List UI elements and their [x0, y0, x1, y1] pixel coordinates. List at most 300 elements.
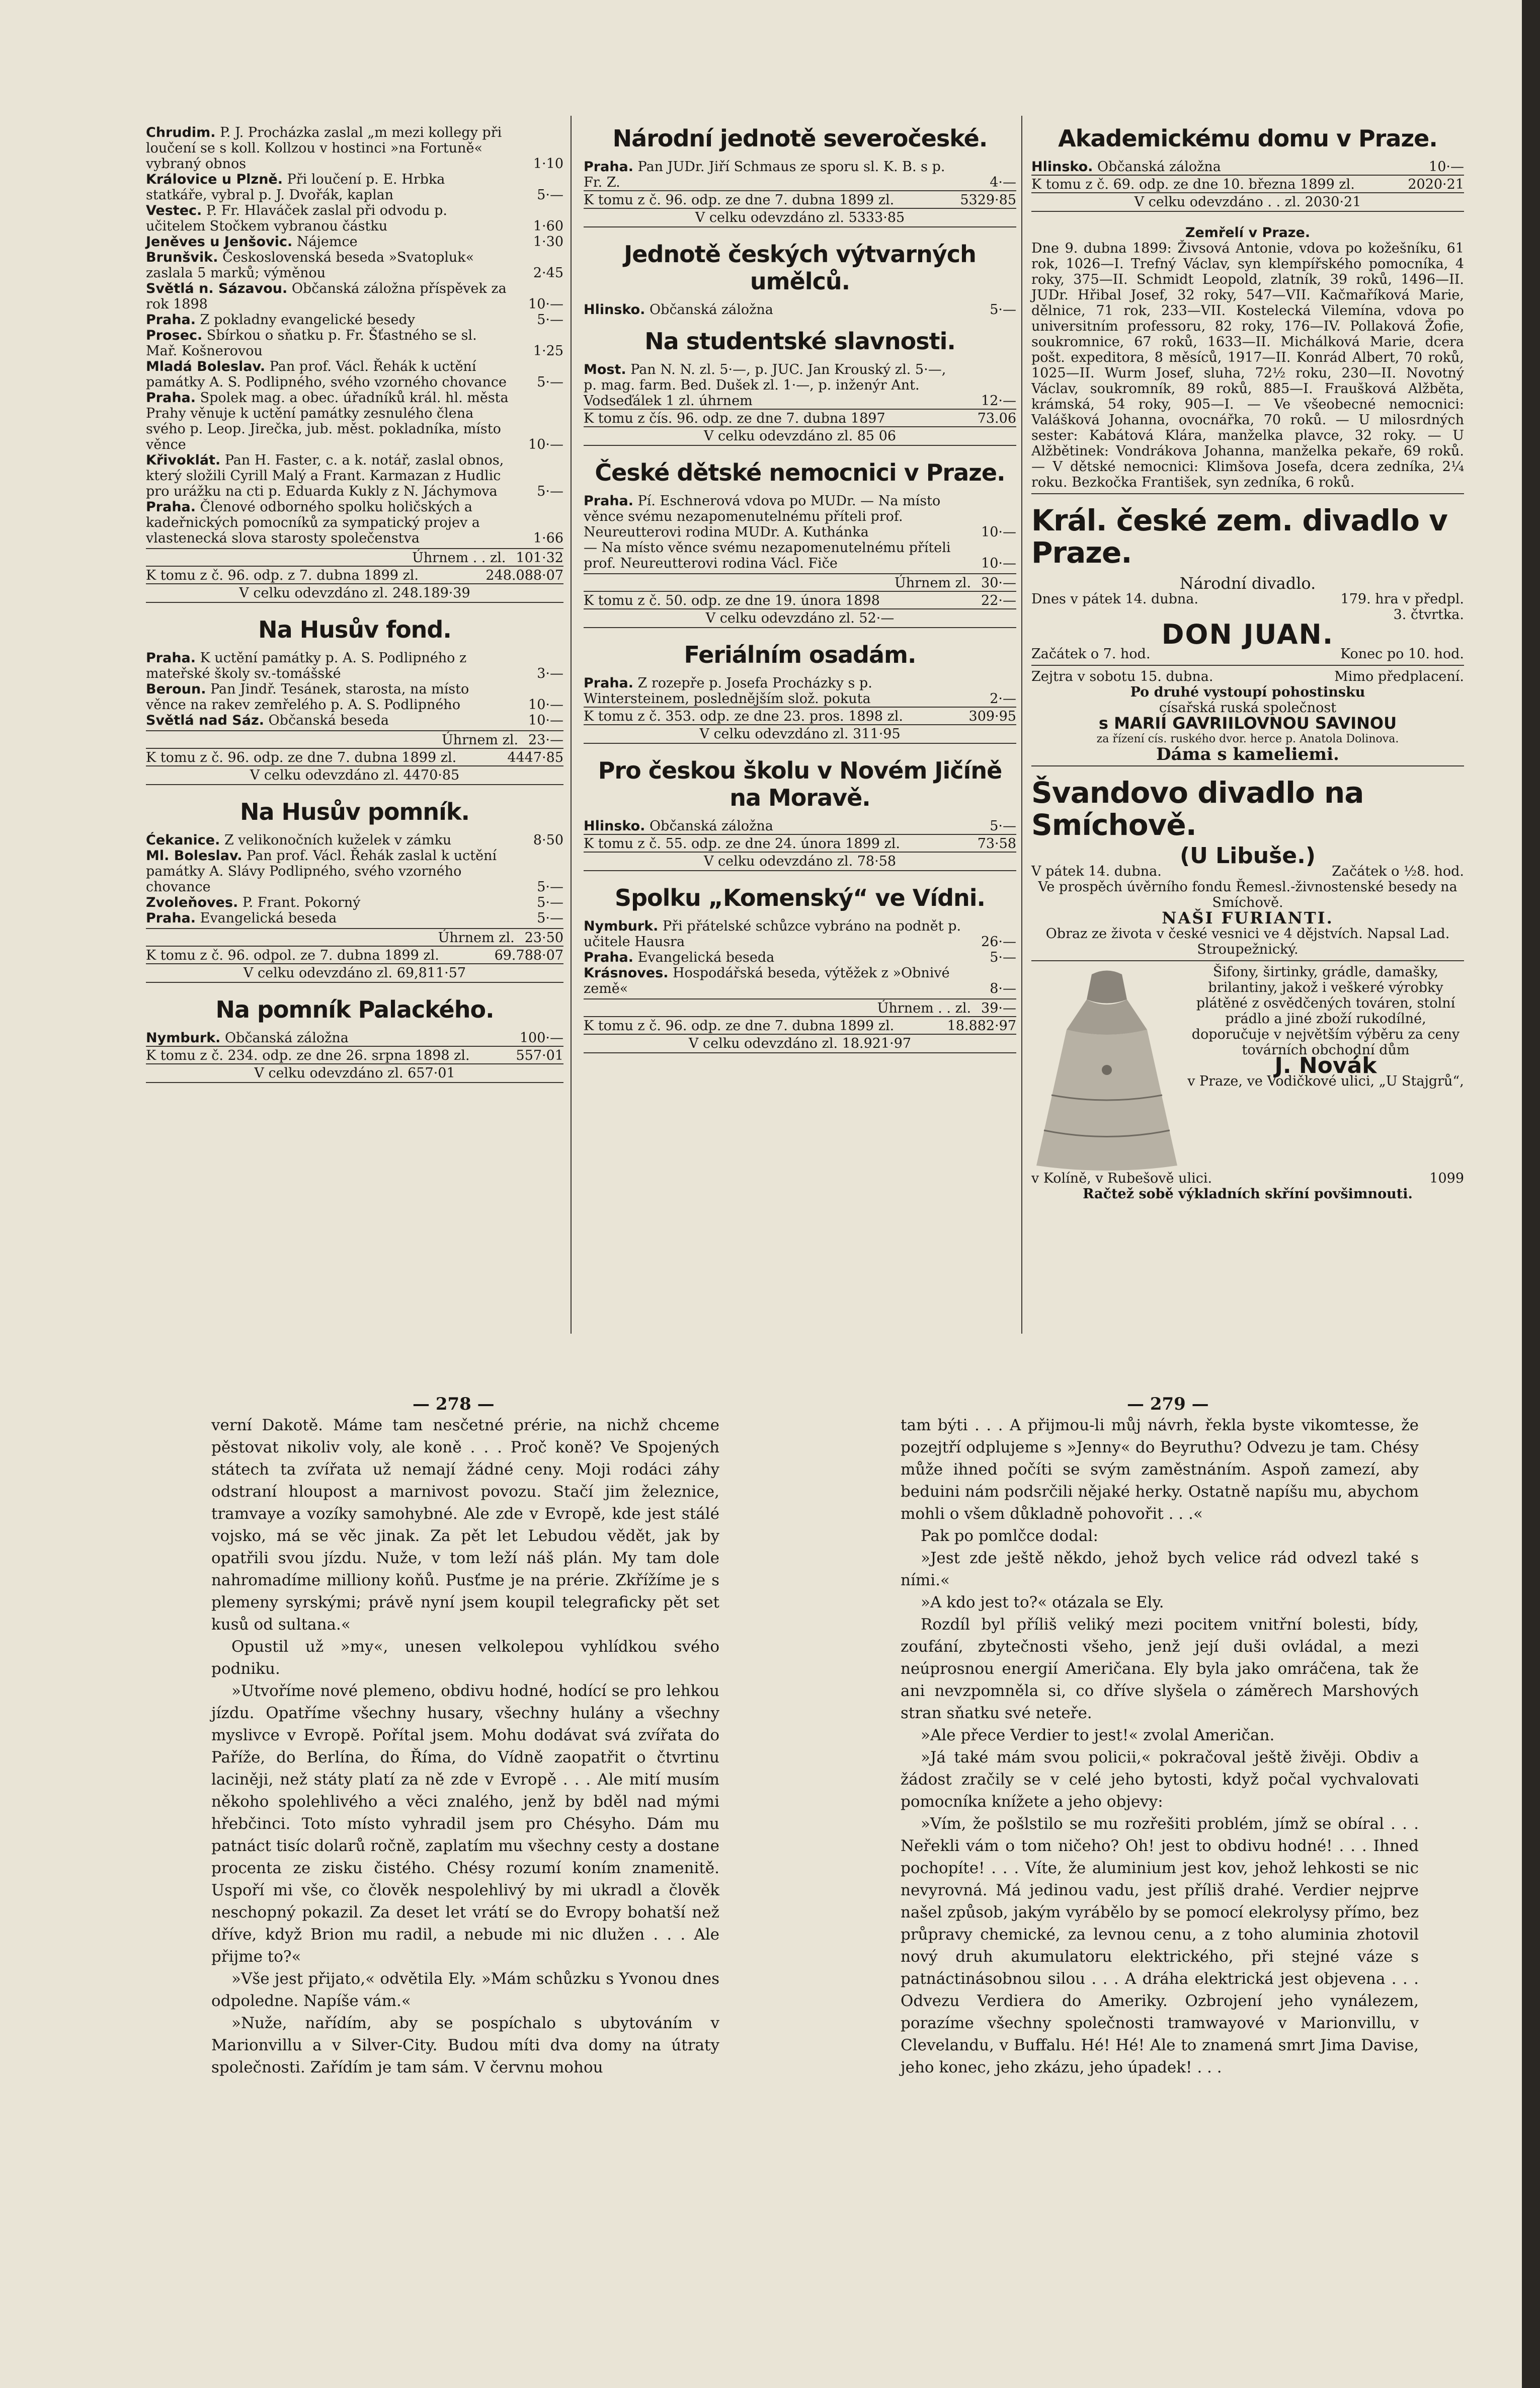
entry-description: Pí. Eschnerová vdova po MUDr. — Na místo věnce svému nezapomenutelnému příteli prof. Neureutterovi rodina MUDr. A. Kuthánka: [584, 493, 941, 540]
grand-label: V celku odevzdáno zl.: [239, 585, 388, 601]
grand-row: [584, 608, 1016, 628]
section-akademicky: [1031, 125, 1464, 212]
prev-value: 4447·85: [507, 750, 563, 765]
entry-description: Evangelická beseda: [637, 950, 775, 965]
entry-text: [584, 675, 963, 707]
prev-label: K tomu z č. 96. odpol. ze 7. dubna 1899 zl.: [146, 948, 439, 963]
donation-entry: [146, 713, 563, 728]
story-paragraph: »Já také mám svou policii,« pokračoval ještě živěji. Obdiv a žádost zračily se v celé jeho bytosti, když počal vychvalovati pomocníka knížete a jeho objevy:: [901, 1748, 1419, 1811]
svandovo-play: NAŠI FURIANTI.: [1162, 908, 1334, 928]
prev-row: [146, 566, 563, 583]
entry-amount: 5·—: [537, 312, 563, 328]
grand-value: 2030·21: [1305, 194, 1361, 210]
prev-row: [584, 1016, 1016, 1034]
entry-place: Brunšvik.: [146, 250, 218, 265]
entry-text: [584, 540, 963, 571]
total-row: [584, 998, 1016, 1016]
donation-entry: [146, 848, 563, 895]
prev-label: K tomu z č. 96. odp. z 7. dubna 1899 zl.: [146, 568, 419, 583]
story-paragraph: »Nuže, nařídím, aby se pospíchalo s ubytováním v Marionvillu a v Silver-City. Budou míti dva domy na útraty společnosti. Zařídím je tam sám. V červnu mohou: [211, 2014, 719, 2076]
entry-amount: 12·—: [981, 393, 1016, 409]
total-row: [584, 573, 1016, 591]
entry-place: Praha.: [146, 499, 196, 515]
entry-place: Nymburk.: [146, 1030, 221, 1046]
entry-text: [146, 250, 510, 281]
prev-value: 73·58: [977, 836, 1016, 852]
prev-label: K tomu z č. 50. odp. ze dne 19. února 1898: [584, 593, 880, 608]
donation-entry: [1031, 159, 1464, 175]
theatre-date: Dnes v pátek 14. dubna.: [1031, 591, 1198, 607]
story-paragraph: »Ale přece Verdier to jest!« zvolal Američan.: [921, 1726, 1275, 1744]
grand-row: [1031, 192, 1464, 212]
entry-description: Členové odborného spolku holičských a kadeřnických pomocníků za sympatický projev a vlastenecká slova starosty společenstva: [146, 499, 480, 546]
donation-list-1: [146, 125, 563, 546]
entry-amount: 10·—: [528, 697, 563, 713]
donation-entry: [146, 234, 563, 250]
section-entries: [146, 650, 563, 728]
donation-entry: [146, 650, 563, 681]
grand-label: V celku odevzdáno zl.: [250, 767, 399, 783]
entry-place: Královice u Plzně.: [146, 172, 283, 187]
section-title: Na studentské slavnosti.: [644, 328, 955, 355]
prev-label: K tomu z č. 96. odp. ze dne 7. dubna 1899 zl.: [146, 750, 457, 765]
donation-entry: [146, 499, 563, 546]
grand-value: 311·95: [853, 726, 901, 742]
entry-text: [146, 234, 510, 250]
entry-amount: 5·—: [537, 374, 563, 390]
theatre-play: DON JUAN.: [1161, 619, 1334, 650]
entry-amount: 1·66: [533, 530, 563, 546]
novak-address: v Praze, ve Vodičkové ulici, „U Stajgrů“,: [1187, 1073, 1464, 1089]
entry-description: Pan N. N. zl. 5·—, p. JUC. Jan Krouský zl. 5·—, p. mag. farm. Bed. Dušek zl. 1·—, p. inženýr Ant. Vodseďálek 1 zl. úhrnem: [584, 362, 946, 409]
total-value: 101·32: [516, 550, 563, 566]
grand-value: 248.189·39: [392, 585, 470, 601]
donation-entry: [584, 950, 1016, 965]
entry-description: Občanská záložna: [650, 818, 773, 834]
donation-entry: [146, 681, 563, 713]
entry-amount: 10·—: [528, 713, 563, 728]
entry-text: [146, 681, 510, 713]
entry-text: [146, 281, 510, 312]
entry-place: Praha.: [584, 493, 634, 509]
guest-star: s MARIÍ GAVRIILOVNOU SAVINOU: [1098, 714, 1397, 733]
entry-text: [146, 910, 510, 926]
prev-label: K tomu z č. 96. odp. ze dne 7. dubna 1899 zl.: [584, 192, 895, 208]
section-title: Pro českou školu v Novém Jičíně na Moravě.: [598, 757, 1002, 811]
total-row: [146, 928, 563, 946]
donation-entry: [584, 918, 1016, 950]
prev-value: 22·—: [981, 593, 1016, 608]
section-title: Národní jednotě severočeské.: [612, 125, 988, 152]
grand-value: 4470·85: [403, 767, 460, 783]
guest-company: císařská ruská společnost: [1159, 700, 1337, 716]
grand-row: [146, 765, 563, 785]
grand-row: [584, 426, 1016, 446]
donation-entry: [584, 159, 1016, 190]
theatre-next: [1031, 669, 1464, 684]
entry-amount: 5·—: [537, 895, 563, 910]
section-vytvarni: [584, 241, 1016, 318]
story-paragraph: »A kdo jest to?« otázala se Ely.: [921, 1593, 1164, 1611]
prev-label: K tomu z č. 353. odp. ze dne 23. pros. 1898 zl.: [584, 709, 903, 724]
section-entries: [1031, 159, 1464, 175]
binding-edge: [1522, 0, 1540, 2388]
prev-row: [1031, 175, 1464, 192]
entry-amount: 1·60: [533, 218, 563, 234]
entry-text: [146, 328, 510, 359]
entry-amount: 3·—: [537, 666, 563, 681]
donation-entry: [146, 1030, 563, 1046]
section-entries: [146, 832, 563, 926]
prev-label: K tomu z č. 96. odp. ze dne 7. dubna 1899 zl.: [584, 1018, 895, 1034]
theatre-title: Král. české zem. divadlo v Praze.: [1031, 503, 1447, 570]
section-title: Na Husův pomník.: [240, 798, 469, 825]
entry-description: Pan prof. Václ. Řehák zaslal k uctění památky A. Slávy Podlipného, svého vzorného chovance: [146, 848, 497, 895]
entry-place: Praha.: [146, 910, 196, 926]
story-left: [211, 1414, 719, 2078]
entry-text: [146, 452, 510, 499]
story-paragraph: Opustil už »my«, unesen velkolepou vyhlídkou svého podniku.: [211, 1638, 719, 1678]
total-label: Úhrnem zl.: [442, 732, 519, 748]
theatre-start: Začátek o 7. hod.: [1031, 646, 1151, 662]
novak-footer: Račtež sobě výkladních skříní povšimnouti.: [1083, 1186, 1413, 1202]
theatre-subtitle: Národní divadlo.: [1179, 574, 1316, 593]
entry-description: Občanská záložna: [1097, 159, 1221, 175]
grand-label: V celku odevzdáno zl.: [688, 1036, 838, 1051]
grand-value: 18.921·97: [842, 1036, 912, 1051]
section-entries: [146, 1030, 563, 1046]
entry-place: Praha.: [584, 950, 634, 965]
entry-place: Praha.: [146, 312, 196, 328]
prev-value: 309·95: [968, 709, 1016, 724]
entry-amount: 8·50: [533, 832, 563, 848]
donation-entry: [146, 312, 563, 328]
theatre-next-note: Mimo předplacení.: [1334, 669, 1464, 684]
entry-text: [146, 390, 510, 452]
section-title: České dětské nemocnici v Praze.: [595, 459, 1005, 486]
entry-description: Z velikonočních kuželek v zámku: [224, 832, 452, 848]
entry-amount: 1·25: [533, 343, 563, 359]
entry-description: Spolek mag. a obec. úřadníků král. hl. města Prahy věnuje k uctění památky zesnulého člena svého p. Leop. Jirečka, jub. měst. pokladníka, místo věnce: [146, 390, 509, 452]
dress-illustration-icon: [1031, 964, 1182, 1171]
section-title: Feriálním osadám.: [684, 641, 916, 668]
prev-label: K tomu z č. 234. odp. ze dne 26. srpna 1898 zl.: [146, 1048, 470, 1063]
entry-place: Křivoklát.: [146, 452, 221, 468]
donation-entry: [146, 250, 563, 281]
entry-text: [584, 159, 963, 190]
entry-amount: 26·—: [981, 934, 1016, 950]
grand-row: [146, 963, 563, 983]
story-paragraph: tam býti . . . A přijmou-li můj návrh, řekla byste vikomtesse, že pozejtří odplujeme s »Jenny« do Beyruthu? Odvezu je tam. Chésy může ihned počíti se svým zaměstnáním. Aspoň zamezí, aby beduini nám podsrčili nějaké herky. Ostatně napíšu mu, abychom mohli o všem důkladně pohovořit . . .«: [901, 1416, 1419, 1523]
divider: [1031, 960, 1464, 961]
grand-label: V celku odevzdáno zl.: [243, 965, 393, 981]
section-entries: [584, 302, 1016, 318]
entry-description: Hospodářská beseda, výtěžek z »Obnivé země«: [584, 965, 950, 996]
section-title: Spolku „Komenský“ ve Vídni.: [614, 884, 986, 911]
grand-value: 85 06: [857, 428, 897, 444]
section-entries: [584, 918, 1016, 996]
entry-description: Sbírkou o sňatku p. Fr. Šťastného se sl. Mař. Košnerovou: [146, 328, 477, 359]
donation-entry: [584, 540, 1016, 571]
section-entries: [584, 362, 1016, 409]
donation-entry: [584, 818, 1016, 834]
entry-amount: 5·—: [537, 910, 563, 926]
entry-text: [146, 650, 510, 681]
donation-entry: [146, 125, 563, 172]
prev-label: K tomu z č. 69. odp. ze dne 10. března 1899 zl.: [1031, 177, 1355, 192]
entry-amount: 1·10: [533, 156, 563, 172]
entry-text: [584, 302, 963, 318]
prev-value: 69.788·07: [494, 948, 563, 963]
story-paragraph: Rozdíl byl příliš veliký mezi pocitem vnitřní bolesti, bídy, zoufání, zbytečnosti všeho, jenž její duši ovládal, a mezi neúprosnou energií Američana. Ely byla jako omráčena, tak že ani nevzpomněla si, co dříve slyšela o záměrech Marshových stran sňatku své neteře.: [901, 1615, 1419, 1722]
total-label: Úhrnem . . zl.: [877, 1000, 971, 1016]
donation-entry: [146, 359, 563, 390]
prev-value: 2020·21: [1408, 177, 1464, 192]
column-right: [1031, 115, 1464, 1202]
total-row: [146, 730, 563, 748]
svandovo-title: Švandovo divadlo na Smíchově.: [1031, 776, 1364, 842]
grand-row: [584, 1034, 1016, 1053]
entry-text: [146, 1030, 510, 1046]
guest-play: Dáma s kameliemi.: [1156, 744, 1339, 764]
section-title: Na pomník Palackého.: [215, 996, 494, 1023]
prev-row: [584, 409, 1016, 426]
entry-place: Hlinsko.: [584, 302, 645, 318]
story-paragraph: »Vše jest přijato,« odvětila Ely. »Mám schůzku s Yvonou dnes odpoledne. Napíše vám.«: [211, 1970, 719, 2010]
entry-text: [146, 203, 510, 234]
prev-label: K tomu z čís. 96. odp. ze dne 7. dubna 1897: [584, 411, 885, 426]
prev-row: [584, 834, 1016, 852]
page-number-left: — 278 —: [413, 1394, 495, 1414]
entry-text: [146, 125, 510, 172]
grand-row: [584, 852, 1016, 871]
grand-label: V celku odevzdáno zl.: [254, 1065, 403, 1081]
donation-entry: [584, 302, 1016, 318]
entry-amount: 100·—: [519, 1030, 563, 1046]
entry-text: [584, 950, 963, 965]
total-value: 39·—: [981, 1000, 1016, 1016]
column-divider: [571, 116, 572, 1334]
grand-value: 657·01: [408, 1065, 455, 1081]
entry-text: [584, 362, 963, 409]
column-middle: [584, 115, 1016, 1066]
entry-description: Nájemce: [296, 234, 358, 250]
entry-description: Občanská záložna příspěvek za rok 1898: [146, 281, 507, 312]
entry-place: Nymburk.: [584, 918, 659, 934]
svandovo-subtitle: (U Libuše.): [1180, 843, 1316, 869]
entry-amount: 5·—: [990, 302, 1016, 318]
entry-description: Při přátelské schůzce vybráno na podnět p. učitele Hausra: [584, 918, 961, 950]
novak-text: Šifony, širtinky, grádle, damašky, brilantiny, jakož i veškeré výrobky plátěné z osvědčených továren, stolní prádlo a jiné zboží rukodílné, doporučuje v největším výběru za ceny továrních obchodní dům: [1191, 964, 1460, 1058]
entry-place: Mladá Boleslav.: [146, 359, 266, 374]
theatre-next-date: Zejtra v sobotu 15. dubna.: [1031, 669, 1213, 684]
entry-description: Z rozepře p. Josefa Procházky s p. Wintersteinem, poslednějším slož. pokuta: [584, 675, 872, 707]
entry-place: Beroun.: [146, 681, 206, 697]
section-entries: [584, 818, 1016, 834]
donation-entry: [584, 493, 1016, 540]
donation-entry: [146, 328, 563, 359]
donation-entry: [146, 390, 563, 452]
entry-amount: 5·—: [537, 187, 563, 203]
entry-place: Světlá n. Sázavou.: [146, 281, 288, 296]
entry-description: Při loučení p. E. Hrbka statkáře, vybral p. J. Dvořák, kaplan: [146, 172, 445, 203]
novak-name: J. Novák: [1274, 1053, 1377, 1079]
entry-amount: 2·—: [990, 691, 1016, 707]
entry-description: Občanská beseda: [268, 713, 389, 728]
donation-entry: [146, 281, 563, 312]
svandovo-description: Obraz ze života v české vesnici ve 4 dějstvích. Napsal Lad. Stroupežnický.: [1045, 926, 1450, 957]
entry-place: Zvoleňoves.: [146, 895, 238, 910]
entry-description: — Na místo věnce svému nezapomenutelnému příteli prof. Neureutterovi rodina Václ. Fiče: [584, 540, 951, 571]
entry-text: [146, 848, 510, 895]
section-ferialni: [584, 641, 1016, 744]
entry-place: Hlinsko.: [1031, 159, 1093, 175]
total-value: 23·50: [524, 930, 563, 946]
entry-place: Ml. Boleslav.: [146, 848, 242, 864]
section-nemocnice: [584, 459, 1016, 628]
grand-value: 52·—: [859, 610, 895, 626]
entry-place: Ćekanice.: [146, 832, 220, 848]
prev-label: K tomu z č. 55. odp. ze dne 24. února 1899 zl.: [584, 836, 900, 852]
section-entries: [584, 493, 1016, 571]
grand-row: [584, 208, 1016, 227]
prev-row: [584, 707, 1016, 724]
grand-label: V celku odevzdáno . . zl.: [1134, 194, 1301, 210]
entry-place: Praha.: [584, 159, 634, 175]
story-right: [901, 1414, 1419, 2078]
section-jednota: [584, 125, 1016, 227]
entry-description: K uctění památky p. A. S. Podlipného z mateřské školy sv.-tomášské: [146, 650, 467, 681]
entry-place: Praha.: [146, 390, 196, 406]
guest-direction: za řízení cís. ruského dvor. herce p. Anatola Dolinova.: [1096, 733, 1399, 745]
grand-label: V celku odevzdáno zl.: [695, 210, 844, 225]
entry-amount: 5·—: [990, 950, 1016, 965]
entry-description: P. Frant. Pokorný: [242, 895, 361, 910]
donation-entry: [146, 172, 563, 203]
story-paragraph: »Utvoříme nové plemeno, obdivu hodné, hodící se pro lehkou jízdu. Opatříme všechny husary, všechny hulány a všechny myslivce v Evropě. Pořítal jsem. Mohu dodávat svá zvířata do Paříže, do Berlína, do Říma, do Vídně zaopatřit o čtvrtinu laciněji, než státy platí za ně zde v Evropě . . . Ale mití musím někoho spolehlivého a věci znalého, jenž by bděl nad mými hřebčinci. Toto místo vyhradil jsem pro Chésyho. Dám mu patnáct tisíc dolarů ročně, zaplatím mu všechny cesty a dostane procenta ze zisku čistého. Chésy rozumí koním znamenitě. Uspoří mi vše, co člověk nespolehlivý by mi ukradl a člověk neschopný pokazil. Za deset let vrátí se do Evropy bohatší než dříve, když Brion mu radil, a nebude mi nic dlužen . . . Ale přijme to?«: [211, 1682, 719, 1966]
entry-place: Chrudim.: [146, 125, 216, 140]
page-number-right: — 279 —: [1127, 1394, 1209, 1414]
prev-row: [584, 591, 1016, 608]
story-paragraph: »Jest zde ještě někdo, jehož bych velice rád odvezl také s ními.«: [901, 1549, 1419, 1589]
prev-value: 73.06: [977, 411, 1016, 426]
novak-address2: v Kolíně, v Rubešově ulici.: [1031, 1171, 1212, 1186]
entry-place: Praha.: [146, 650, 196, 666]
column-left: [146, 125, 563, 1096]
divider: [1031, 665, 1464, 666]
section-palacky: [146, 996, 563, 1083]
total-label: Úhrnem zl.: [895, 575, 971, 591]
section-jicin: [584, 757, 1016, 871]
entry-description: Pan Jindř. Tesánek, starosta, na místo věnce na rakev zemřelého p. A. S. Podlipného: [146, 681, 469, 713]
entry-amount: 5·—: [537, 879, 563, 895]
svandovo-text: Ve prospěch úvěrního fondu Řemesl.-živnostenské besedy na Smíchově.: [1038, 879, 1457, 910]
section-entries: [584, 159, 1016, 190]
entry-description: Pan JUDr. Jiří Schmaus ze sporu sl. K. B. s p. Fr. Z.: [584, 159, 945, 190]
section-title: Jednotě českých výtvarných umělců.: [624, 241, 976, 295]
grand-label: V celku odevzdáno zl.: [703, 854, 853, 869]
theatre-end: Konec po 10. hod.: [1340, 646, 1464, 662]
entry-amount: 2·45: [533, 265, 563, 281]
entry-amount: 10·—: [981, 556, 1016, 571]
entry-text: [146, 359, 510, 390]
entry-place: Jeněves u Jenšovic.: [146, 234, 293, 250]
svandovo-date: V pátek 14. dubna.: [1031, 864, 1162, 879]
deaths-title: Zemřelí v Praze.: [1185, 225, 1311, 241]
divider: [1031, 493, 1464, 494]
donation-entry: [584, 675, 1016, 707]
grand-label: V celku odevzdáno zl.: [699, 726, 849, 742]
entry-description: P. Fr. Hlaváček zaslal při odvodu p. učitelem Stočkem vybranou částku: [146, 203, 447, 234]
section-title: Akademickému domu v Praze.: [1058, 125, 1437, 152]
grand-value: 5333·85: [848, 210, 905, 225]
novak-text-block: [1187, 964, 1464, 1171]
entry-amount: 1·30: [533, 234, 563, 250]
donation-entry: [584, 965, 1016, 996]
entry-text: [584, 818, 963, 834]
donation-entry: [146, 203, 563, 234]
entry-place: Hlinsko.: [584, 818, 645, 834]
total-value: 23·—: [528, 732, 563, 748]
section-hus-pomnik: [146, 798, 563, 983]
entry-description: Občanská záložna: [225, 1030, 349, 1046]
entry-text: [1031, 159, 1411, 175]
donation-entry: [584, 362, 1016, 409]
entry-amount: 8·—: [990, 981, 1016, 996]
entry-text: [146, 499, 510, 546]
prev-value: 248.088·07: [485, 568, 563, 583]
entry-place: Praha.: [584, 675, 634, 691]
entry-text: [584, 965, 963, 996]
grand-label: V celku odevzdáno zl.: [705, 610, 855, 626]
entry-description: Evangelická beseda: [200, 910, 337, 926]
prev-row: [146, 1046, 563, 1063]
entry-description: Občanská záložna: [650, 302, 773, 318]
theatre-row: [1031, 591, 1464, 607]
entry-text: [146, 832, 510, 848]
story-paragraph: »Vím, že pošlstilo se mu rozřešiti problém, jímž se obíral . . . Neřekli vám o tom ničeho? Oh! jest to obdivu hodné! . . . Ihned pochopíte! . . . Víte, že aluminium jest kov, jehož lehkosti se nic nevyrovná. Má jedinou vadu, jest příliš drahé. Verdier nejprve našel způsob, jakým vyrábělo by se pomocí elekrolysy přímo, bez průpravy chemické, za levnou cenu, a z toho aluminia zhotovil nový druh akumulatoru elektrického, při stejné váze s patnáctinásobnou silou . . . A dráha elektrická jest objevena . . . Odvezu Verdiera do Ameriky. Ozbrojení jeho vynálezem, porazíme všechny společnosti tramwayové v Marionvillu, v Clevelandu, v Buffalu. Hé! Hé! Ale to znamená smrt Jima Davise, jeho konec, jeho zkázu, jeho úpadek! . . .: [901, 1815, 1419, 2076]
entry-text: [146, 172, 510, 203]
divider: [1031, 765, 1464, 766]
entry-description: Pan H. Faster, c. a k. notář, zaslal obnos, který složili Cyrill Malý a Frant. Karmazan z Hudlic pro urážku na cti p. Eduarda Kukly z N. Jáchymova: [146, 452, 504, 499]
theatre-performance: 179. hra v předpl.: [1340, 591, 1464, 607]
entry-description: Československá beseda »Svatopluk« zaslala 5 marků; výměnou: [146, 250, 474, 281]
donation-entry: [146, 452, 563, 499]
section-hus-fond: [146, 616, 563, 785]
total-label: Úhrnem . . zl.: [412, 550, 506, 566]
total-label: Úhrnem zl.: [438, 930, 515, 946]
entry-text: [146, 312, 510, 328]
section-komensky: [584, 884, 1016, 1053]
prev-row: [584, 190, 1016, 208]
section-studentske: [584, 328, 1016, 446]
grand-value: 69,811·57: [396, 965, 466, 981]
entry-place: Krásnoves.: [584, 965, 669, 981]
donation-entry: [146, 895, 563, 910]
prev-row: [146, 946, 563, 963]
entry-amount: 5·—: [537, 484, 563, 499]
entry-text: [146, 713, 510, 728]
entry-amount: 10·—: [1429, 159, 1464, 175]
entry-amount: 5·—: [990, 818, 1016, 834]
column-divider: [1021, 116, 1022, 1334]
entry-amount: 10·—: [528, 296, 563, 312]
story-paragraph: Pak po pomlčce dodal:: [921, 1527, 1098, 1545]
story-paragraph: verní Dakotě. Máme tam nesčetné prérie, na nichž chceme pěstovat nikoliv voly, ale koně . . . Proč koně? Ve Spojených státech ta zvířata už nemají žádné ceny. Moji rodáci záhy odstraní hloupost a marnivost povozu. Stačí jim železnice, tramvaye a vozíky samohybné. Ale zde v Evropě, kde jest stálé vojsko, má se věc jinak. Za pět let Lebudou vědět, jak by opatřili svou jízdu. Nuže, v tom leží náš plán. My tam dole nahromadíme milliony koňů. Pusťme je na prérie. Zkřížíme je s plemeny syrskými; právě nyní jsem koupil telegraficky pět set kusů od sultana.«: [211, 1416, 719, 1634]
entry-amount: 10·—: [528, 437, 563, 452]
grand-row: [146, 1063, 563, 1083]
prev-value: 5329·85: [960, 192, 1016, 208]
